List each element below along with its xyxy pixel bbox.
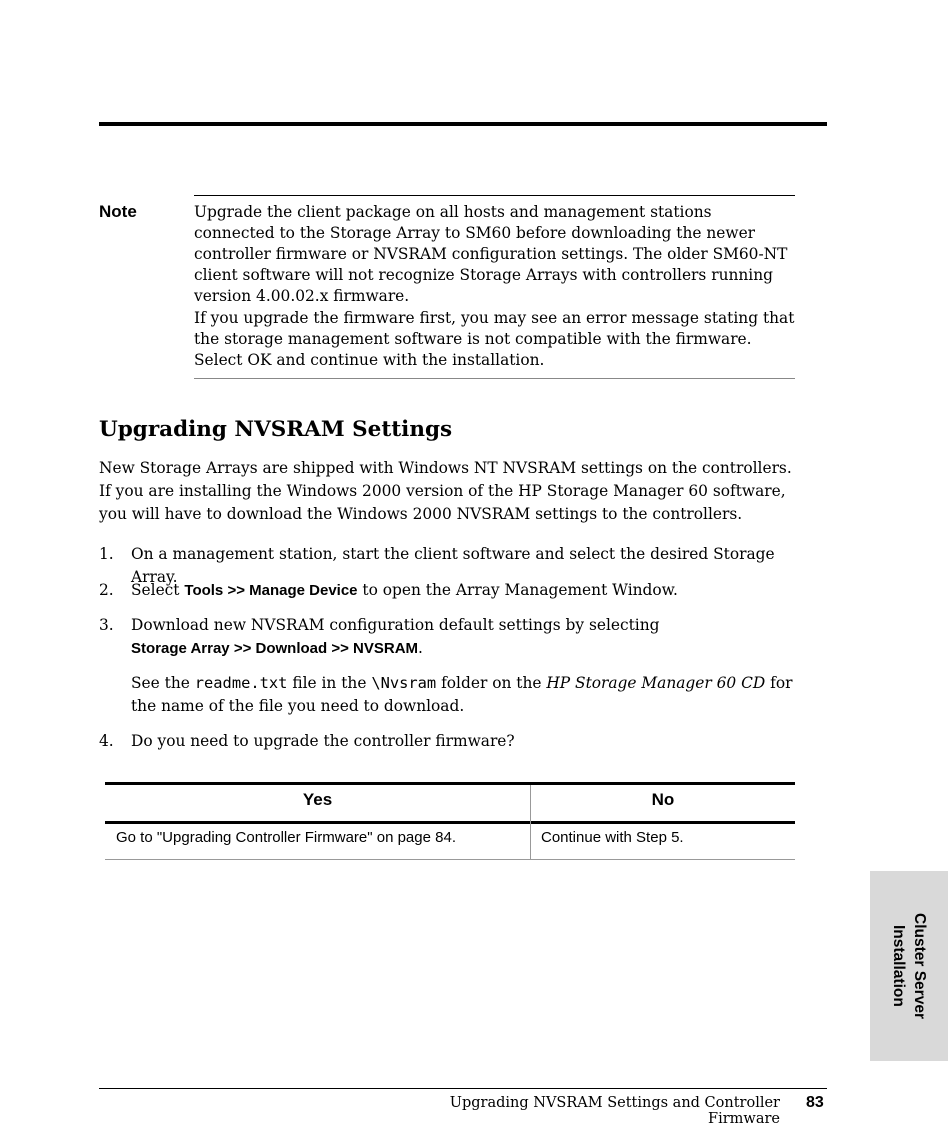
table-bottom-rule — [105, 859, 795, 860]
step-3-note — [131, 672, 803, 718]
table-header-no: No — [651, 790, 675, 809]
note-text: See the — [131, 674, 195, 692]
menu-path-download-nvsram: Storage Array >> Download >> NVSRAM — [131, 640, 419, 657]
cd-title: HP Storage Manager 60 CD — [546, 674, 766, 692]
note-bottom-rule — [194, 378, 795, 379]
step-text-pre: Select — [131, 581, 185, 599]
step-number: 3. — [99, 616, 114, 634]
step-text — [131, 614, 803, 660]
note-top-rule — [194, 195, 795, 196]
note-paragraph-2: If you upgrade the firmware first, you may see an error message stating that the storage management software is not compatible with the firmware. Select OK and continue with the installation. — [194, 309, 795, 369]
footer-rule — [99, 1088, 827, 1089]
table-cell-no: Continue with Step 5. — [541, 829, 684, 846]
intro-paragraph: New Storage Arrays are shipped with Windows NT NVSRAM settings on the controllers. If you are installing the Windows 2000 version of the HP Storage Manager 60 software, you will have to download the Windows 2000 NVSRAM settings to the controllers. — [99, 459, 792, 523]
table-header-rule — [105, 821, 795, 824]
section-heading: Upgrading NVSRAM Settings — [99, 417, 453, 442]
note-paragraph-1: Upgrade the client package on all hosts and management stations connected to the Storage Array to SM60 before downloading the newer controller firmware or NVSRAM configuration settings. The older SM60-NT client software will not recognize Storage Arrays with controllers running version 4.00.02.x firmware. — [194, 203, 788, 305]
folder-nvsram: \Nvsram — [371, 674, 437, 692]
step-text-post: . — [418, 639, 423, 657]
top-rule — [99, 122, 827, 126]
note-text: file in the — [287, 674, 372, 692]
step-number: 4. — [99, 732, 114, 750]
side-tab-line-2: Installation — [890, 925, 907, 1007]
chapter-side-tab-label — [870, 871, 948, 1061]
table-header-yes: Yes — [302, 790, 333, 809]
footer-title: Upgrading NVSRAM Settings and Controller Firmware — [449, 1095, 780, 1127]
step-number: 2. — [99, 581, 114, 599]
step-text: Do you need to upgrade the controller firmware? — [131, 732, 515, 750]
note-text: for the name of the file you need to download. — [131, 674, 793, 715]
filename-readme: readme.txt — [194, 674, 288, 692]
page-number: 83 — [806, 1094, 824, 1111]
table-cell-yes: Go to "Upgrading Controller Firmware" on page 84. — [116, 829, 456, 846]
side-tab-line-1: Cluster Server — [911, 913, 928, 1019]
table-column-divider — [530, 785, 531, 860]
chapter-side-tab — [870, 871, 948, 1061]
menu-path-tools-manage-device: Tools >> Manage Device — [184, 582, 358, 599]
step-text: On a management station, start the client software and select the desired Storage Array. — [131, 545, 775, 586]
table-top-rule — [105, 782, 795, 785]
step-text-post: to open the Array Management Window. — [357, 581, 678, 599]
note-label: Note — [99, 202, 137, 221]
step-number: 1. — [99, 545, 114, 563]
step-text-pre: Download new NVSRAM configuration default settings by selecting — [131, 616, 660, 634]
note-text: folder on the — [436, 674, 547, 692]
step-text — [131, 579, 803, 602]
